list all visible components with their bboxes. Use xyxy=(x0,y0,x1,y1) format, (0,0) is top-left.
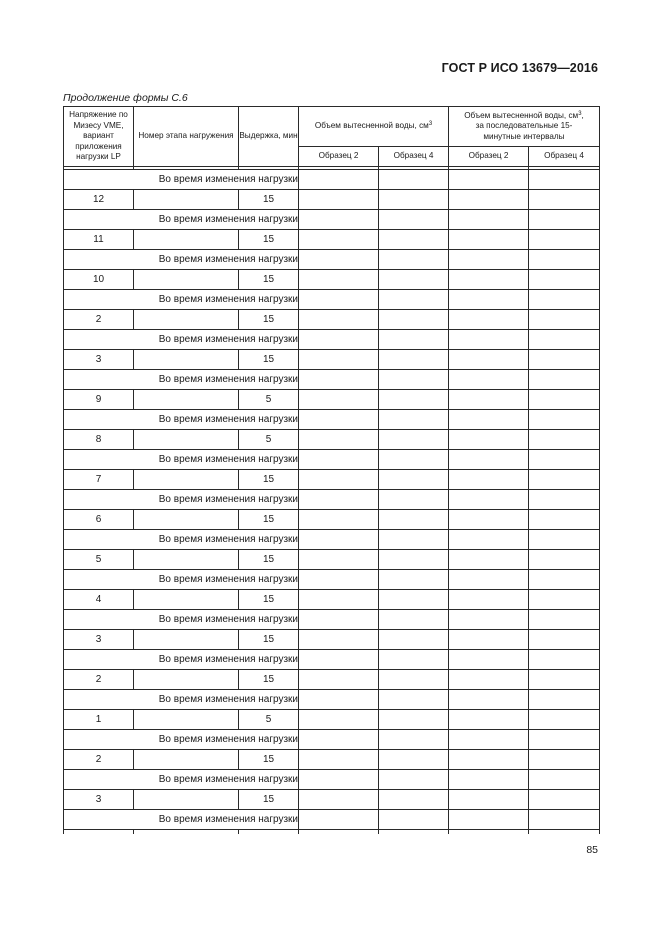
data-entry-cell[interactable] xyxy=(299,410,379,430)
load-change-label: Во время изменения нагрузки xyxy=(64,210,299,230)
load-change-label: Во время изменения нагрузки xyxy=(64,770,299,790)
data-entry-cell[interactable] xyxy=(379,410,449,430)
data-entry-cell[interactable] xyxy=(449,470,529,490)
data-entry-cell[interactable] xyxy=(379,310,449,330)
data-entry-cell[interactable] xyxy=(379,330,449,350)
data-entry-cell[interactable] xyxy=(449,410,529,430)
stage-value: 12 xyxy=(64,190,134,210)
data-entry-cell[interactable] xyxy=(379,770,449,790)
data-entry-cell[interactable] xyxy=(449,750,529,770)
stage-number-cell[interactable] xyxy=(134,790,239,810)
load-stage-row xyxy=(64,390,600,410)
data-entry-cell[interactable] xyxy=(529,730,600,750)
load-stage-form-table xyxy=(63,106,600,834)
stage-value: 3 xyxy=(64,630,134,650)
data-entry-cell[interactable] xyxy=(529,570,600,590)
stage-number-cell[interactable] xyxy=(134,270,239,290)
hold-time-value: 15 xyxy=(239,310,299,330)
continuation-row xyxy=(64,830,600,835)
stage-value: 2 xyxy=(64,750,134,770)
data-entry-cell[interactable] xyxy=(299,790,379,810)
header-interval-sample-2: Образец 2 xyxy=(449,147,529,167)
hold-time-value: 15 xyxy=(239,670,299,690)
data-entry-cell[interactable] xyxy=(379,230,449,250)
data-entry-cell[interactable] xyxy=(299,510,379,530)
hold-time-value: 15 xyxy=(239,470,299,490)
hold-time-value: 15 xyxy=(239,630,299,650)
data-entry-cell[interactable] xyxy=(379,370,449,390)
data-entry-cell[interactable] xyxy=(449,370,529,390)
load-stage-row xyxy=(64,590,600,610)
data-entry-cell[interactable] xyxy=(449,510,529,530)
data-entry-cell[interactable] xyxy=(299,590,379,610)
data-entry-cell[interactable] xyxy=(529,290,600,310)
stage-value: 10 xyxy=(64,270,134,290)
data-entry-cell[interactable] xyxy=(449,590,529,610)
data-entry-cell[interactable] xyxy=(299,190,379,210)
load-stage-row xyxy=(64,310,600,330)
load-change-row xyxy=(64,170,600,190)
data-entry-cell[interactable] xyxy=(299,770,379,790)
stage-value: 1 xyxy=(64,710,134,730)
header-intervals-sup: 3 xyxy=(578,110,582,117)
data-entry-cell[interactable] xyxy=(449,390,529,410)
data-entry-cell[interactable] xyxy=(379,430,449,450)
load-change-row xyxy=(64,690,600,710)
data-entry-cell[interactable] xyxy=(299,810,379,830)
stage-value: 6 xyxy=(64,510,134,530)
load-stage-row xyxy=(64,710,600,730)
continuation-cell xyxy=(64,830,134,835)
load-change-label: Во время изменения нагрузки xyxy=(64,450,299,470)
data-entry-cell[interactable] xyxy=(379,550,449,570)
data-entry-cell[interactable] xyxy=(529,530,600,550)
header-volume-text: Объем вытесненной воды, см xyxy=(314,121,429,131)
data-entry-cell[interactable] xyxy=(529,610,600,630)
data-entry-cell[interactable] xyxy=(529,390,600,410)
hold-time-value: 15 xyxy=(239,350,299,370)
load-change-row xyxy=(64,490,600,510)
data-entry-cell[interactable] xyxy=(529,170,600,190)
data-entry-cell[interactable] xyxy=(379,470,449,490)
stage-number-cell[interactable] xyxy=(134,470,239,490)
hold-time-value: 5 xyxy=(239,710,299,730)
load-change-label: Во время изменения нагрузки xyxy=(64,730,299,750)
stage-number-cell[interactable] xyxy=(134,670,239,690)
data-entry-cell[interactable] xyxy=(379,730,449,750)
data-entry-cell[interactable] xyxy=(299,530,379,550)
load-change-label: Во время изменения нагрузки xyxy=(64,610,299,630)
data-entry-cell[interactable] xyxy=(379,810,449,830)
load-change-row xyxy=(64,650,600,670)
hold-time-value: 15 xyxy=(239,270,299,290)
data-entry-cell[interactable] xyxy=(299,470,379,490)
data-entry-cell[interactable] xyxy=(379,170,449,190)
data-entry-cell[interactable] xyxy=(529,450,600,470)
load-change-label: Во время изменения нагрузки xyxy=(64,530,299,550)
load-change-row xyxy=(64,810,600,830)
stage-value: 4 xyxy=(64,590,134,610)
data-entry-cell[interactable] xyxy=(299,670,379,690)
data-entry-cell[interactable] xyxy=(449,710,529,730)
data-entry-cell[interactable] xyxy=(379,570,449,590)
stage-value: 8 xyxy=(64,430,134,450)
header-intervals-comma: , xyxy=(581,110,584,120)
data-entry-cell[interactable] xyxy=(529,230,600,250)
data-entry-cell[interactable] xyxy=(449,190,529,210)
load-change-row xyxy=(64,610,600,630)
load-stage-row xyxy=(64,350,600,370)
stage-value: 3 xyxy=(64,790,134,810)
stage-value: 9 xyxy=(64,390,134,410)
data-entry-cell[interactable] xyxy=(299,610,379,630)
data-entry-cell[interactable] xyxy=(299,750,379,770)
data-entry-cell[interactable] xyxy=(449,450,529,470)
data-entry-cell[interactable] xyxy=(529,590,600,610)
data-entry-cell[interactable] xyxy=(379,270,449,290)
stage-number-cell[interactable] xyxy=(134,590,239,610)
data-entry-cell[interactable] xyxy=(449,730,529,750)
continuation-cell xyxy=(379,830,449,835)
data-entry-cell[interactable] xyxy=(449,170,529,190)
data-entry-cell[interactable] xyxy=(449,490,529,510)
data-entry-cell[interactable] xyxy=(529,510,600,530)
data-entry-cell[interactable] xyxy=(299,450,379,470)
data-entry-cell[interactable] xyxy=(529,690,600,710)
data-entry-cell[interactable] xyxy=(299,430,379,450)
data-entry-cell[interactable] xyxy=(299,710,379,730)
data-entry-cell[interactable] xyxy=(379,710,449,730)
data-entry-cell[interactable] xyxy=(379,390,449,410)
data-entry-cell[interactable] xyxy=(379,530,449,550)
header-stage-number: Номер этапа нагружения xyxy=(134,107,239,167)
data-entry-cell[interactable] xyxy=(529,310,600,330)
load-change-row xyxy=(64,530,600,550)
load-change-row xyxy=(64,330,600,350)
data-entry-cell[interactable] xyxy=(529,350,600,370)
header-intervals-text2: за последовательные 15-минутные интервалы xyxy=(475,121,573,141)
data-entry-cell[interactable] xyxy=(529,250,600,270)
load-change-row xyxy=(64,290,600,310)
load-change-label: Во время изменения нагрузки xyxy=(64,170,299,190)
data-entry-cell[interactable] xyxy=(379,790,449,810)
data-entry-cell[interactable] xyxy=(449,350,529,370)
load-change-label: Во время изменения нагрузки xyxy=(64,250,299,270)
data-entry-cell[interactable] xyxy=(529,810,600,830)
data-entry-cell[interactable] xyxy=(299,250,379,270)
load-change-row xyxy=(64,410,600,430)
data-entry-cell[interactable] xyxy=(379,490,449,510)
data-entry-cell[interactable] xyxy=(379,610,449,630)
data-entry-cell[interactable] xyxy=(379,650,449,670)
data-entry-cell[interactable] xyxy=(379,670,449,690)
data-entry-cell[interactable] xyxy=(299,290,379,310)
load-change-row xyxy=(64,730,600,750)
load-change-row xyxy=(64,570,600,590)
load-stage-row xyxy=(64,630,600,650)
continuation-cell xyxy=(529,830,600,835)
stage-number-cell[interactable] xyxy=(134,390,239,410)
hold-time-value: 5 xyxy=(239,430,299,450)
data-entry-cell[interactable] xyxy=(529,210,600,230)
load-stage-row xyxy=(64,750,600,770)
header-vme-stress: Напряжение по Мизесу VME, вариант приложения нагрузки LP xyxy=(64,107,134,167)
data-entry-cell[interactable] xyxy=(379,210,449,230)
hold-time-value: 5 xyxy=(239,390,299,410)
load-stage-row xyxy=(64,230,600,250)
data-entry-cell[interactable] xyxy=(529,650,600,670)
data-entry-cell[interactable] xyxy=(299,170,379,190)
stage-value: 7 xyxy=(64,470,134,490)
data-entry-cell[interactable] xyxy=(529,750,600,770)
data-entry-cell[interactable] xyxy=(299,650,379,670)
header-volume-sup: 3 xyxy=(428,121,433,128)
load-stage-row xyxy=(64,270,600,290)
data-entry-cell[interactable] xyxy=(299,230,379,250)
data-entry-cell[interactable] xyxy=(449,230,529,250)
load-change-label: Во время изменения нагрузки xyxy=(64,490,299,510)
data-entry-cell[interactable] xyxy=(449,630,529,650)
hold-time-value: 15 xyxy=(239,510,299,530)
data-entry-cell[interactable] xyxy=(449,610,529,630)
data-entry-cell[interactable] xyxy=(449,690,529,710)
data-entry-cell[interactable] xyxy=(449,650,529,670)
data-entry-cell[interactable] xyxy=(529,790,600,810)
header-sample-4: Образец 4 xyxy=(379,147,449,167)
stage-value: 2 xyxy=(64,310,134,330)
data-entry-cell[interactable] xyxy=(529,490,600,510)
data-entry-cell[interactable] xyxy=(529,630,600,650)
load-stage-row xyxy=(64,470,600,490)
stage-number-cell[interactable] xyxy=(134,230,239,250)
load-stage-row xyxy=(64,510,600,530)
stage-number-cell[interactable] xyxy=(134,550,239,570)
standard-designation: ГОСТ Р ИСО 13679—2016 xyxy=(441,61,598,75)
data-entry-cell[interactable] xyxy=(299,270,379,290)
data-entry-cell[interactable] xyxy=(299,350,379,370)
stage-number-cell[interactable] xyxy=(134,510,239,530)
stage-value: 5 xyxy=(64,550,134,570)
data-entry-cell[interactable] xyxy=(449,310,529,330)
data-entry-cell[interactable] xyxy=(449,290,529,310)
stage-value: 11 xyxy=(64,230,134,250)
header-displaced-water-volume xyxy=(299,107,449,147)
data-entry-cell[interactable] xyxy=(449,550,529,570)
continuation-cell xyxy=(449,830,529,835)
data-entry-cell[interactable] xyxy=(449,670,529,690)
load-change-label: Во время изменения нагрузки xyxy=(64,570,299,590)
load-change-row xyxy=(64,770,600,790)
data-entry-cell[interactable] xyxy=(449,330,529,350)
data-entry-cell[interactable] xyxy=(529,190,600,210)
data-entry-cell[interactable] xyxy=(529,270,600,290)
data-entry-cell[interactable] xyxy=(299,370,379,390)
load-change-row xyxy=(64,250,600,270)
load-stage-row xyxy=(64,430,600,450)
load-stage-row xyxy=(64,550,600,570)
table-caption: Продолжение формы С.6 xyxy=(63,92,188,104)
header-interval-sample-4: Образец 4 xyxy=(529,147,600,167)
data-entry-cell[interactable] xyxy=(379,250,449,270)
data-entry-cell[interactable] xyxy=(379,590,449,610)
data-entry-cell[interactable] xyxy=(529,370,600,390)
data-entry-cell[interactable] xyxy=(449,430,529,450)
data-entry-cell[interactable] xyxy=(379,690,449,710)
load-change-row xyxy=(64,450,600,470)
hold-time-value: 15 xyxy=(239,190,299,210)
hold-time-value: 15 xyxy=(239,750,299,770)
stage-number-cell[interactable] xyxy=(134,190,239,210)
data-entry-cell[interactable] xyxy=(379,510,449,530)
table-body xyxy=(64,167,600,835)
data-entry-cell[interactable] xyxy=(299,730,379,750)
data-entry-cell[interactable] xyxy=(449,250,529,270)
stage-value: 2 xyxy=(64,670,134,690)
load-change-label: Во время изменения нагрузки xyxy=(64,410,299,430)
stage-number-cell[interactable] xyxy=(134,310,239,330)
data-entry-cell[interactable] xyxy=(449,770,529,790)
data-entry-cell[interactable] xyxy=(379,290,449,310)
stage-number-cell[interactable] xyxy=(134,350,239,370)
header-hold-time: Выдержка, мин xyxy=(239,107,299,167)
data-entry-cell[interactable] xyxy=(529,430,600,450)
load-change-row xyxy=(64,210,600,230)
data-entry-cell[interactable] xyxy=(379,190,449,210)
data-entry-cell[interactable] xyxy=(379,450,449,470)
data-entry-cell[interactable] xyxy=(299,570,379,590)
stage-number-cell[interactable] xyxy=(134,710,239,730)
load-change-label: Во время изменения нагрузки xyxy=(64,810,299,830)
data-entry-cell[interactable] xyxy=(529,410,600,430)
stage-value: 3 xyxy=(64,350,134,370)
data-entry-cell[interactable] xyxy=(449,530,529,550)
data-entry-cell[interactable] xyxy=(529,550,600,570)
load-change-label: Во время изменения нагрузки xyxy=(64,650,299,670)
hold-time-value: 15 xyxy=(239,790,299,810)
data-entry-cell[interactable] xyxy=(299,390,379,410)
stage-number-cell[interactable] xyxy=(134,630,239,650)
header-displaced-water-intervals xyxy=(449,107,600,147)
stage-number-cell[interactable] xyxy=(134,430,239,450)
page-number: 85 xyxy=(586,844,598,856)
data-entry-cell[interactable] xyxy=(449,570,529,590)
data-entry-cell[interactable] xyxy=(379,630,449,650)
data-entry-cell[interactable] xyxy=(379,350,449,370)
continuation-cell xyxy=(299,830,379,835)
load-change-label: Во время изменения нагрузки xyxy=(64,330,299,350)
data-entry-cell[interactable] xyxy=(379,750,449,770)
data-entry-cell[interactable] xyxy=(299,550,379,570)
data-entry-cell[interactable] xyxy=(449,810,529,830)
header-sample-2: Образец 2 xyxy=(299,147,379,167)
header-intervals-text1: Объем вытесненной воды, см xyxy=(464,110,579,120)
hold-time-value: 15 xyxy=(239,590,299,610)
load-change-label: Во время изменения нагрузки xyxy=(64,690,299,710)
load-stage-row xyxy=(64,190,600,210)
data-entry-cell[interactable] xyxy=(529,770,600,790)
data-entry-cell[interactable] xyxy=(299,210,379,230)
data-entry-cell[interactable] xyxy=(529,710,600,730)
data-entry-cell[interactable] xyxy=(299,490,379,510)
data-entry-cell[interactable] xyxy=(449,270,529,290)
data-entry-cell[interactable] xyxy=(299,310,379,330)
data-entry-cell[interactable] xyxy=(299,330,379,350)
load-change-label: Во время изменения нагрузки xyxy=(64,370,299,390)
hold-time-value: 15 xyxy=(239,550,299,570)
data-entry-cell[interactable] xyxy=(529,470,600,490)
load-stage-row xyxy=(64,670,600,690)
data-entry-cell[interactable] xyxy=(299,630,379,650)
hold-time-value: 15 xyxy=(239,230,299,250)
data-entry-cell[interactable] xyxy=(449,790,529,810)
stage-number-cell[interactable] xyxy=(134,750,239,770)
continuation-cell xyxy=(239,830,299,835)
load-change-label: Во время изменения нагрузки xyxy=(64,290,299,310)
data-entry-cell[interactable] xyxy=(449,210,529,230)
continuation-cell xyxy=(134,830,239,835)
data-entry-cell[interactable] xyxy=(529,330,600,350)
load-change-row xyxy=(64,370,600,390)
data-entry-cell[interactable] xyxy=(529,670,600,690)
data-entry-cell[interactable] xyxy=(299,690,379,710)
load-stage-row xyxy=(64,790,600,810)
